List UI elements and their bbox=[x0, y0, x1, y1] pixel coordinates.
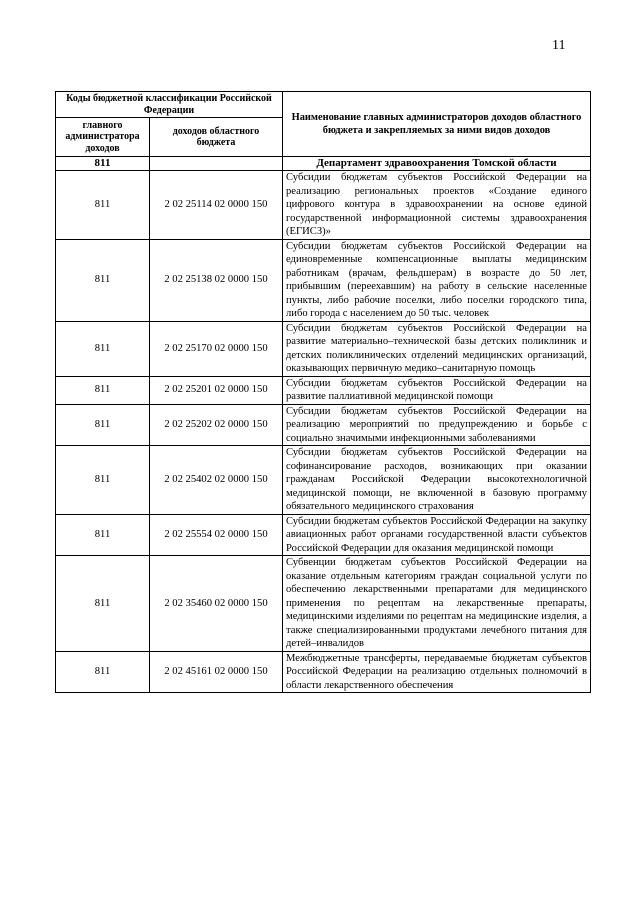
department-income-code bbox=[150, 157, 283, 171]
admin-code-cell: 811 bbox=[56, 171, 150, 240]
page-number: 11 bbox=[552, 38, 566, 53]
income-description-cell: Субсидии бюджетам субъектов Российской Федерации на реализацию региональных проектов «Создание единого цифрового контура в здравоохранении на основе единой государственной информационной системы здравоохранения (ЕГИСЗ)» bbox=[283, 171, 591, 240]
table-row bbox=[56, 446, 591, 515]
table-row bbox=[56, 239, 591, 321]
income-code-cell: 2 02 45161 02 0000 150 bbox=[150, 651, 283, 693]
income-column-header: доходов областного бюджета bbox=[150, 118, 283, 157]
department-admin-code: 811 bbox=[56, 157, 150, 171]
codes-group-header: Коды бюджетной классификации Российской Федерации bbox=[56, 92, 283, 118]
income-code-cell: 2 02 25170 02 0000 150 bbox=[150, 321, 283, 376]
income-description-cell: Субсидии бюджетам субъектов Российской Федерации на закупку авиационных работ органами государственной власти субъектов Российской Федерации для оказания медицинской помощи bbox=[283, 514, 591, 556]
table-row bbox=[56, 514, 591, 556]
admin-code-cell: 811 bbox=[56, 321, 150, 376]
income-code-cell: 2 02 25202 02 0000 150 bbox=[150, 404, 283, 446]
income-description-cell: Субсидии бюджетам субъектов Российской Федерации на софинансирование расходов, возникающих при оказании гражданам Российской Федерации высокотехнологичной медицинской помощи, не включенной в базовую программу обязательного медицинского страхования bbox=[283, 446, 591, 515]
income-description-cell: Субсидии бюджетам субъектов Российской Федерации на развитие материально–технической базы детских поликлиник и детских поликлинических отделений медицинских организаций, оказывающих первичную медико–санитарную помощь bbox=[283, 321, 591, 376]
income-description-cell: Субсидии бюджетам субъектов Российской Федерации на реализацию мероприятий по предупреждению и борьбе с социально значимыми инфекционными заболеваниями bbox=[283, 404, 591, 446]
income-code-cell: 2 02 25138 02 0000 150 bbox=[150, 239, 283, 321]
admin-code-cell: 811 bbox=[56, 446, 150, 515]
admin-code-cell: 811 bbox=[56, 404, 150, 446]
income-code-cell: 2 02 25114 02 0000 150 bbox=[150, 171, 283, 240]
name-column-header: Наименование главных администраторов доходов областного бюджета и закрепляемых за ними видов доходов bbox=[283, 92, 591, 157]
admin-code-cell: 811 bbox=[56, 651, 150, 693]
table-row bbox=[56, 556, 591, 652]
department-name: Департамент здравоохранения Томской области bbox=[283, 157, 591, 171]
budget-classification-table bbox=[55, 91, 591, 693]
admin-code-cell: 811 bbox=[56, 556, 150, 652]
income-code-cell: 2 02 25402 02 0000 150 bbox=[150, 446, 283, 515]
income-description-cell: Субсидии бюджетам субъектов Российской Федерации на единовременные компенсационные выплаты медицинским работникам (врачам, фельдшерам) в возрасте до 50 лет, прибывшим (переехавшим) на работу в сельские населенные пункты, либо рабочие поселки, либо поселки городского типа, либо города с населением до 50 тыс. человек bbox=[283, 239, 591, 321]
admin-code-cell: 811 bbox=[56, 376, 150, 404]
table-row bbox=[56, 171, 591, 240]
income-description-cell: Межбюджетные трансферты, передаваемые бюджетам субъектов Российской Федерации на реализацию отдельных полномочий в области лекарственного обеспечения bbox=[283, 651, 591, 693]
department-row bbox=[56, 157, 591, 171]
table-row bbox=[56, 376, 591, 404]
table-row bbox=[56, 651, 591, 693]
income-description-cell: Субвенции бюджетам субъектов Российской Федерации на оказание отдельным категориям граждан социальной услуги по обеспечению лекарственными препаратами для медицинского применения по рецептам на лекарственные препараты, медицинскими изделиями по рецептам на медицинские изделия, а также специализированными продуктами лечебного питания для детей–инвалидов bbox=[283, 556, 591, 652]
table-row bbox=[56, 404, 591, 446]
income-code-cell: 2 02 25201 02 0000 150 bbox=[150, 376, 283, 404]
income-description-cell: Субсидии бюджетам субъектов Российской Федерации на развитие паллиативной медицинской помощи bbox=[283, 376, 591, 404]
table-row bbox=[56, 321, 591, 376]
admin-code-cell: 811 bbox=[56, 239, 150, 321]
table-body bbox=[56, 157, 591, 693]
income-code-cell: 2 02 25554 02 0000 150 bbox=[150, 514, 283, 556]
income-code-cell: 2 02 35460 02 0000 150 bbox=[150, 556, 283, 652]
admin-code-cell: 811 bbox=[56, 514, 150, 556]
admin-column-header: главного администратора доходов bbox=[56, 118, 150, 157]
